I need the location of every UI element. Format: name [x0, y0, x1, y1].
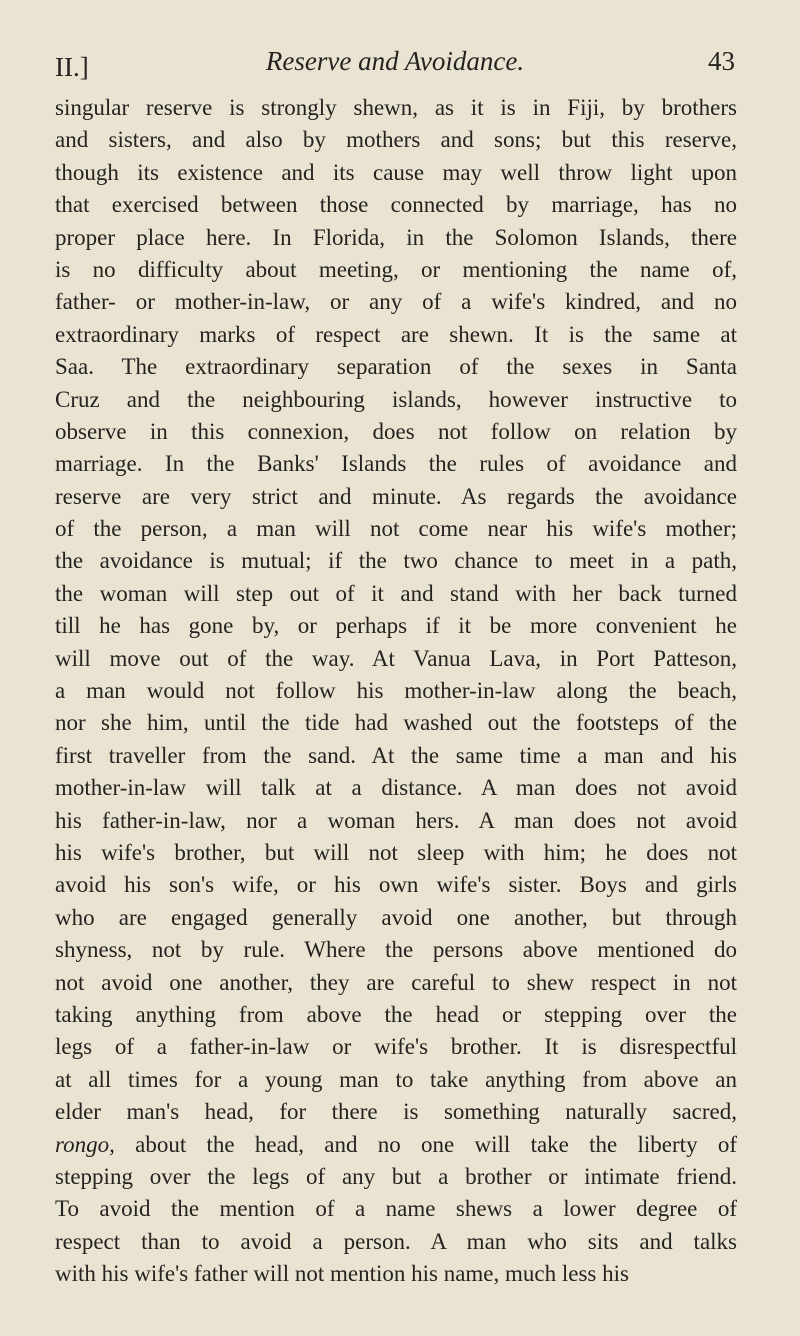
- text-line: observe in this connexion, does not follow on relation by: [55, 418, 737, 444]
- text-line: first traveller from the sand. At the same time a man and his: [55, 742, 737, 768]
- running-header: [55, 46, 735, 86]
- text-line: till he has gone by, or perhaps if it be more convenient he: [55, 613, 737, 639]
- text-line: who are engaged generally avoid one another, but through: [55, 904, 737, 930]
- text-line: is no difficulty about meeting, or mentioning the name of,: [55, 256, 737, 282]
- text-line: rongo, about the head, and no one will take the liberty of: [55, 1131, 737, 1157]
- text-line: mother-in-law will talk at a distance. A man does not avoid: [55, 775, 737, 801]
- text-line: respect than to avoid a person. A man who sits and talks: [55, 1228, 737, 1254]
- text-line: extraordinary marks of respect are shewn. It is the same at: [55, 321, 737, 347]
- text-line: a man would not follow his mother-in-law along the beach,: [55, 678, 737, 704]
- text-line: Saa. The extraordinary separation of the sexes in Santa: [55, 354, 737, 380]
- chapter-number: II.]: [55, 52, 89, 82]
- text-line: proper place here. In Florida, in the Solomon Islands, there: [55, 224, 737, 250]
- text-line: stepping over the legs of any but a brother or intimate friend.: [55, 1163, 737, 1189]
- text-line: father- or mother-in-law, or any of a wife's kindred, and no: [55, 289, 737, 315]
- text-line: his father-in-law, nor a woman hers. A man does not avoid: [55, 807, 737, 833]
- text-line: of the person, a man will not come near his wife's mother;: [55, 516, 737, 542]
- text-line: with his wife's father will not mention his name, much less his: [55, 1261, 629, 1287]
- text-line: that exercised between those connected by marriage, has no: [55, 192, 737, 218]
- text-line: and sisters, and also by mothers and sons; but this reserve,: [55, 127, 737, 153]
- text-line: though its existence and its cause may well throw light upon: [55, 159, 737, 185]
- text-line: singular reserve is strongly shewn, as it is in Fiji, by brothers: [55, 95, 737, 120]
- text-line: legs of a father-in-law or wife's brother. It is disrespectful: [55, 1034, 737, 1060]
- text-line: his wife's brother, but will not sleep with him; he does not: [55, 839, 737, 865]
- text-line: shyness, not by rule. Where the persons above mentioned do: [55, 937, 737, 963]
- text-line: taking anything from above the head or stepping over the: [55, 1001, 737, 1027]
- text-line: reserve are very strict and minute. As regards the avoidance: [55, 483, 737, 509]
- text-line: To avoid the mention of a name shews a lower degree of: [55, 1196, 737, 1222]
- text-line: avoid his son's wife, or his own wife's sister. Boys and girls: [55, 872, 737, 898]
- text-line: the avoidance is mutual; if the two chance to meet in a path,: [55, 548, 737, 574]
- text-line: not avoid one another, they are careful to shew respect in not: [55, 969, 737, 995]
- text-line: will move out of the way. At Vanua Lava, in Port Patteson,: [55, 645, 737, 671]
- text-line: elder man's head, for there is something naturally sacred,: [55, 1099, 737, 1125]
- text-line: nor she him, until the tide had washed out the footsteps of the: [55, 710, 737, 736]
- page-number: 43: [708, 46, 735, 76]
- text-line: marriage. In the Banks' Islands the rules of avoidance and: [55, 451, 737, 477]
- text-line: Cruz and the neighbouring islands, however instructive to: [55, 386, 737, 412]
- running-title: Reserve and Avoidance.: [265, 46, 525, 76]
- text-line: the woman will step out of it and stand with her back turned: [55, 580, 737, 606]
- text-line: at all times for a young man to take anything from above an: [55, 1066, 737, 1092]
- body-text: [55, 92, 737, 1290]
